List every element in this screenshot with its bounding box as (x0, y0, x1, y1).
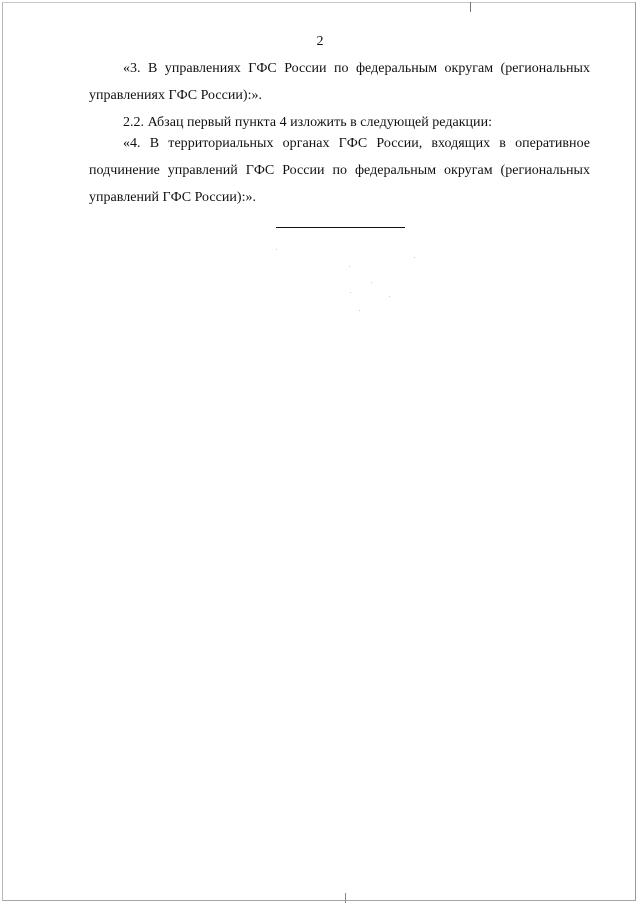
scan-speck (371, 282, 372, 283)
scan-artifact-bottom (345, 893, 346, 903)
scan-speck (276, 249, 277, 250)
paragraph-territorial-bodies: «4. В территориальных органах ГФС России, входящих в оперативное подчинение управлений ГФС России по федеральным округам (региональных управлений ГФС России):». (89, 136, 590, 205)
scan-speck (349, 266, 350, 267)
closing-rule (276, 227, 405, 228)
scan-speck (350, 292, 351, 293)
scan-speck (414, 257, 415, 258)
scan-speck (359, 310, 360, 311)
page-number: 2 (316, 34, 324, 49)
paragraph-regional-departments: «3. В управлениях ГФС России по федеральным округам (региональных управлениях ГФС России):». (89, 61, 590, 103)
scan-artifact-top (470, 2, 471, 12)
scan-speck (389, 296, 390, 297)
paragraph-amendment-point-4: 2.2. Абзац первый пункта 4 изложить в следующей редакции: (123, 115, 492, 130)
